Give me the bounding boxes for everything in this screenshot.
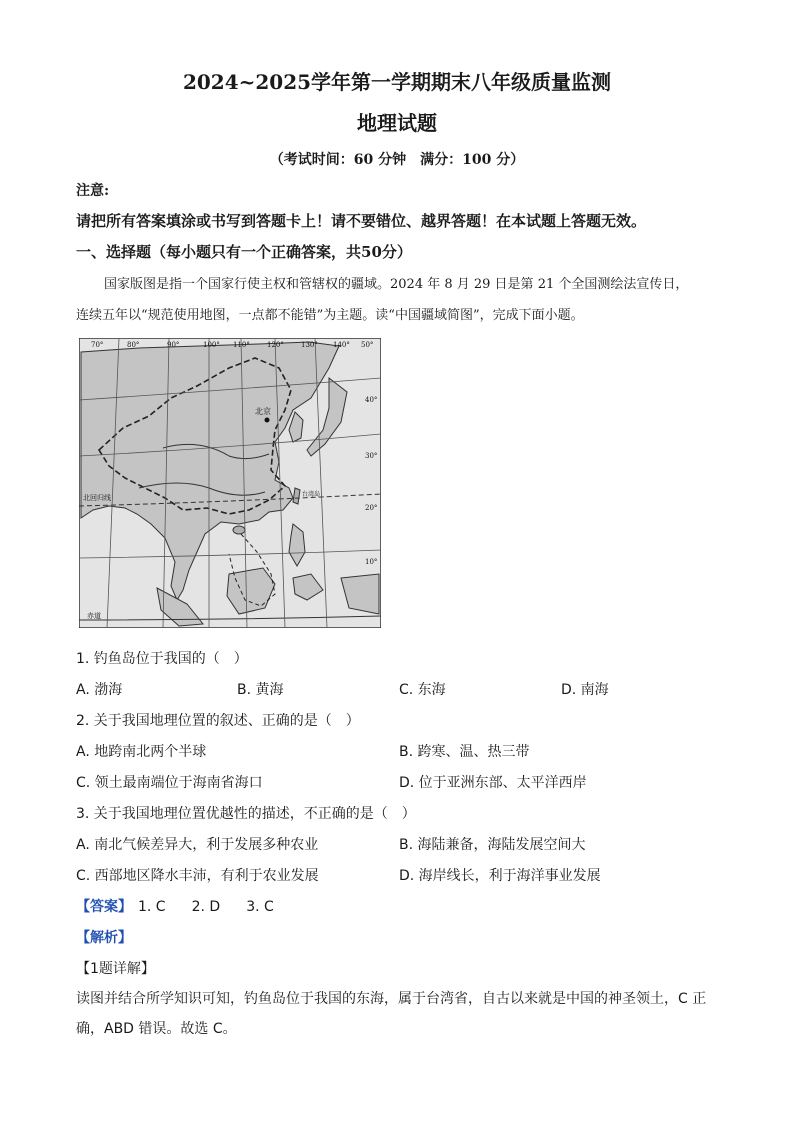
answer-tag: 【答案】 — [76, 899, 132, 915]
intro-line-2: 连续五年以“规范使用地图，一点都不能错”为主题。读“中国疆域简图”，完成下面小题。 — [76, 308, 584, 323]
answer-value-2: 2. D — [191, 899, 221, 915]
analysis-tag-line — [76, 927, 132, 947]
question-3-option-b[interactable]: B. 海陆兼备，海陆发展空间大 — [399, 837, 586, 853]
answer-line — [76, 896, 300, 916]
map-longitude-label: 140° — [333, 341, 350, 349]
map-label-tropic: 北回归线 — [83, 494, 111, 502]
china-territory-map — [79, 338, 381, 628]
map-longitude-label: 120° — [267, 341, 284, 349]
question-1-option-a[interactable]: A. 渤海 — [76, 682, 123, 698]
answer-values — [138, 899, 300, 915]
question-1-stem: 1. 钓鱼岛位于我国的（ ） — [76, 651, 248, 667]
analysis-line-2: 确，ABD 错误。故选 C。 — [76, 1021, 237, 1037]
map-label-equator: 赤道 — [87, 612, 101, 620]
section-title: 一、选择题（每小题只有一个正确答案，共50分） — [76, 243, 412, 261]
analysis-line-1: 读图并结合所学知识可知，钓鱼岛位于我国的东海，属于台湾省，自古以来就是中国的神圣领土，C 正 — [76, 991, 707, 1007]
question-3-option-a[interactable]: A. 南北气候差异大，利于发展多种农业 — [76, 837, 319, 853]
question-1-option-d[interactable]: D. 南海 — [561, 682, 609, 698]
map-beijing-marker — [265, 418, 270, 423]
notice-label: 注意: — [76, 183, 110, 199]
map-label-taiwan: 台湾岛 — [302, 491, 321, 498]
map-latitude-label: 30° — [365, 452, 378, 460]
question-2-option-a[interactable]: A. 地跨南北两个半球 — [76, 744, 207, 760]
analysis-detail-title: 【1题详解】 — [76, 961, 155, 977]
map-longitude-label: 70° — [91, 341, 104, 349]
intro-line-1: 国家版图是指一个国家行使主权和管辖权的疆域。2024 年 8 月 29 日是第 21 个全国测绘法宣传日， — [104, 277, 689, 292]
analysis-tag: 【解析】 — [76, 930, 132, 946]
question-1-option-b[interactable]: B. 黄海 — [237, 682, 284, 698]
map-longitude-label: 80° — [127, 341, 140, 349]
question-2-option-b[interactable]: B. 跨寒、温、热三带 — [399, 744, 530, 760]
map-label-beijing: 北京 — [255, 407, 271, 416]
subject-title: 地理试题 — [357, 111, 437, 135]
analysis-paragraph — [76, 984, 716, 1044]
exam-info: （考试时间：60 分钟 满分：100 分） — [269, 152, 525, 168]
map-land-hainan — [233, 526, 245, 534]
answer-value-3: 3. C — [246, 899, 274, 915]
map-longitude-label: 130° — [301, 341, 318, 349]
map-longitude-label: 110° — [233, 341, 250, 349]
question-3-option-d[interactable]: D. 海岸线长，利于海洋事业发展 — [399, 868, 601, 884]
map-latitude-label: 20° — [365, 504, 378, 512]
question-3-stem: 3. 关于我国地理位置优越性的描述，不正确的是（ ） — [76, 806, 416, 822]
map-longitude-label: 50° — [361, 341, 374, 349]
question-2-option-c[interactable]: C. 领土最南端位于海南省海口 — [76, 775, 263, 791]
answer-value-1: 1. C — [138, 899, 166, 915]
exam-title: 2024~2025学年第一学期期末八年级质量监测 — [182, 70, 612, 94]
question-2-stem: 2. 关于我国地理位置的叙述、正确的是（ ） — [76, 713, 360, 729]
map-latitude-label: 40° — [365, 396, 378, 404]
question-3-option-c[interactable]: C. 西部地区降水丰沛，有利于农业发展 — [76, 868, 319, 884]
map-longitude-label: 100° — [203, 341, 220, 349]
map-latitude-label: 10° — [365, 558, 378, 566]
notice-text: 请把所有答案填涂或书写到答题卡上！请不要错位、越界答题！在本试题上答题无效。 — [76, 212, 647, 230]
question-1-option-c[interactable]: C. 东海 — [399, 682, 446, 698]
map-longitude-label: 90° — [167, 341, 180, 349]
question-2-option-d[interactable]: D. 位于亚洲东部、太平洋西岸 — [399, 775, 587, 791]
